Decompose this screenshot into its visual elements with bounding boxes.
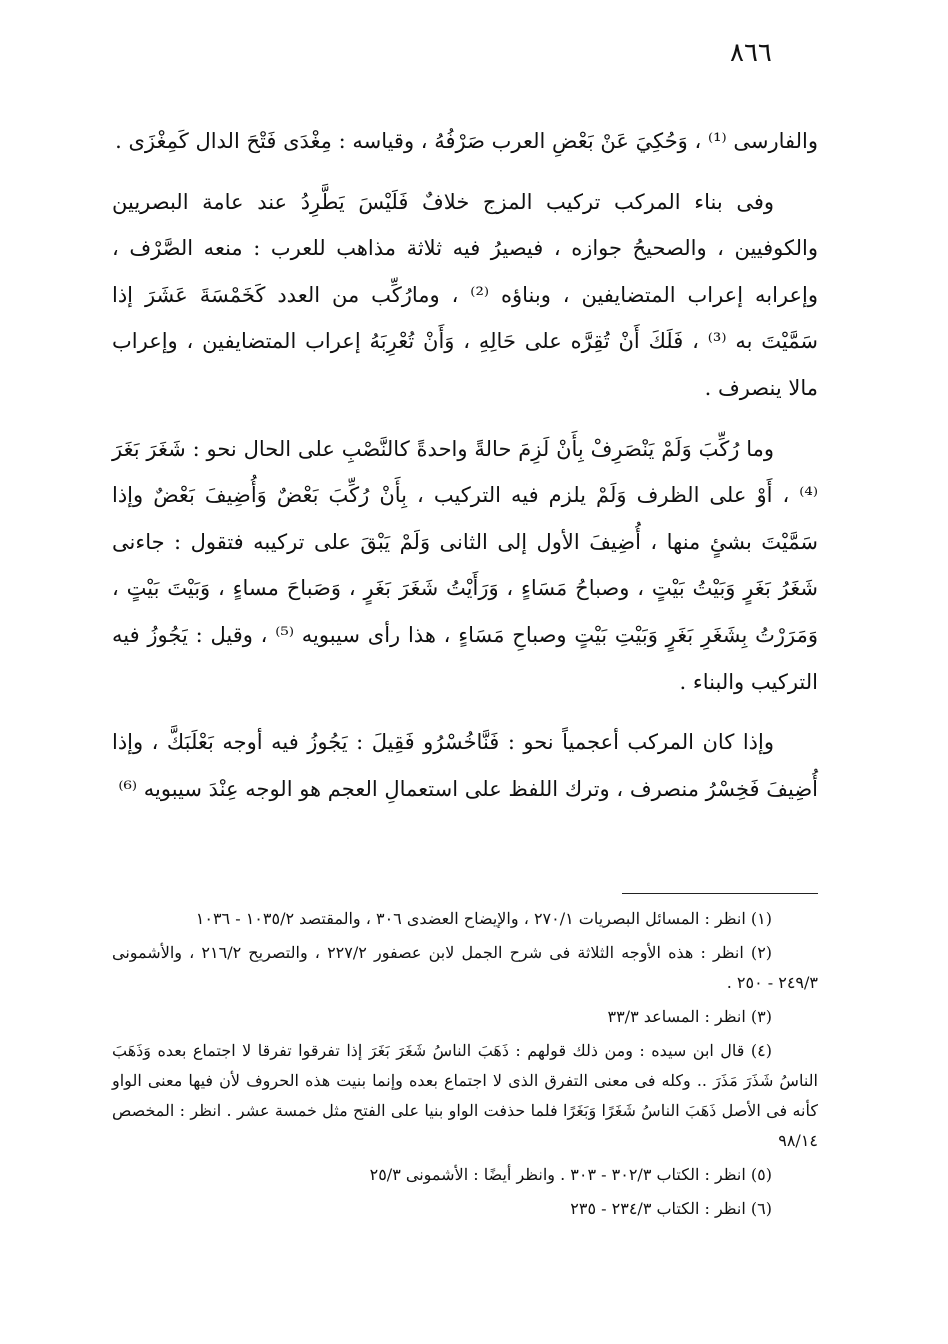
footnotes	[112, 904, 818, 1228]
footnote: (١) انظر : المسائل البصريات ٢٧٠/١ ، والإيضاح العضدى ٣٠٦ ، والمقتصد ١٠٣٥/٢ - ١٠٣٦	[195, 909, 772, 928]
page-number: ٨٦٦	[730, 38, 772, 68]
footnote: (٣) انظر : المساعد ٣٣/٣	[607, 1007, 772, 1026]
footnote: (٢) انظر : هذه الأوجه الثلاثة فى شرح الجمل لابن عصفور ٢٢٧/٢ ، والتصريح ٢١٦/٢ ، والأشمونى ٢٤٩/٣ - ٢٥٠ .	[112, 943, 818, 992]
footnote-divider	[622, 893, 818, 894]
footnote: (٤) قال ابن سيده : ومن ذلك قولهم : ذَهَبَ الناسُ شَغَرَ بَغَرَ إذا تفرقوا تفرقا لا اجتماع بعده وَذَهَبَ الناسُ شَذَرَ مَذَرَ .. وكله فى معنى التفرق الذى لا اجتماع بعده وإنما بنيت هذه الحروف لأن فيها معنى الواو كأنه فى الأصل ذَهَبَ الناسُ شَغَرًا وَبَغَرًا فلما حذفت الواو بنيا على الفتح مثل خمسة عشر . انظر : المخصص ٩٨/١٤	[112, 1041, 818, 1150]
footnote: (٦) انظر : الكتاب ٢٣٤/٣ - ٢٣٥	[570, 1199, 772, 1218]
footnote: (٥) انظر : الكتاب ٣٠٢/٣ - ٣٠٣ . وانظر أيضًا : الأشمونى ٢٥/٣	[369, 1165, 772, 1184]
paragraph: وما رُكِّبَ وَلَمْ يَنْصَرِفْ بِأَنْ لَزِمَ حالةً واحدةً كالنَّصْبِ على الحال نحو : شَغَرَ بَغَرَ ⁽⁴⁾ ، أَوْ على الظرف وَلَمْ يلزم فيه التركيب ، بِأَنْ رُكِّبَ بَعْضٌ وَأُضِيفَ بَعْضٌ وإذا سَمَّيْتَ بشئٍ منها ، أُضِيفَ الأول إلى الثانى وَلَمْ يَبْقَ على تركيبه فتقول : جاءنى شَغَرُ بَغَرٍ وَبَيْتُ بَيْتٍ ، وصباحُ مَسَاءٍ ، وَرَأَيْتُ شَغَرَ بَغَرٍ ، وَصَباحَ مساءٍ ، وَبَيْتَ بَيْتٍ ، وَمَرَرْتُ بِشَغَرِ بَغَرٍ وَبَيْتِ بَيْتٍ وصباحِ مَسَاءٍ ، هذا رأى سيبويه ⁽⁵⁾ ، وقيل : يَجُوزُ فيه التركيب والبناء .	[112, 436, 818, 694]
paragraph: والفارسى ⁽¹⁾ ، وَحُكِيَ عَنْ بَعْضِ العرب صَرْفُهُ ، وقياسه : مِغْدَى فَتْحَ الدال كَمِغْزَى .	[115, 129, 818, 153]
paragraph: وإذا كان المركب أعجمياً نحو : فَنَّاخُسْرُو فَقِيلَ : يَجُوزُ فيه أوجه بَعْلَبَكَّ ، وإذا أُضِيفَ فَخِسْرُ منصرف ، وترك اللفظ على استعمالِ العجم هو الوجه عِنْدَ سيبويه ⁽⁶⁾	[112, 730, 818, 801]
main-text	[112, 118, 818, 826]
paragraph: وفى بناء المركب تركيب المزج خلافٌ فَلَيْسَ يَطَّرِدُ عند عامة البصريين والكوفيين ، والصحيحُ جوازه ، فيصيرُ فيه ثلاثة مذاهب للعرب : منعه الصَّرْف ، وإعرابه إعراب المتضايفين ، وبناؤه ⁽²⁾ ، ومارُكِّب من العدد كَخَمْسَةَ عَشَرَ إذا سَمَّيْتَ به ⁽³⁾ ، فَلَكَ أَنْ تُقِرَّه على حَالِهِ ، وَأَنْ تُعْرِبَهُ إعراب المتضايفين ، وإعراب مالا ينصرف .	[112, 189, 818, 400]
